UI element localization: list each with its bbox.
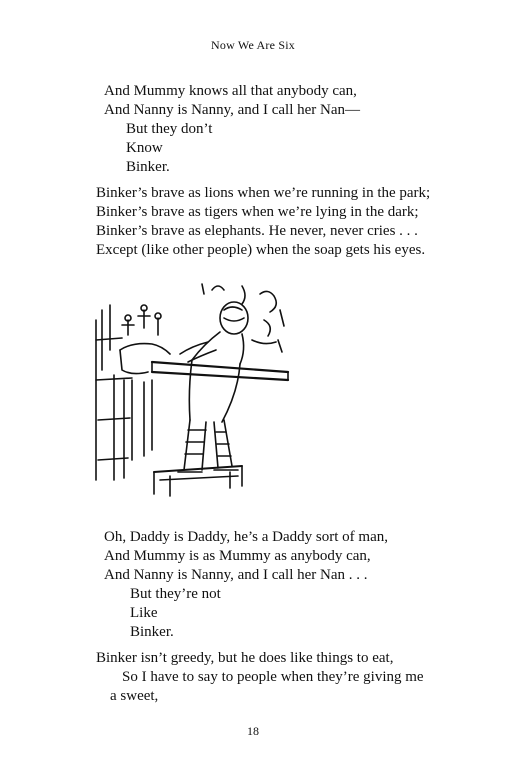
verse-line: Binker’s brave as lions when we’re running in the park; <box>96 185 431 201</box>
verse-line: Oh, Daddy is Daddy, he’s a Daddy sort of man, <box>104 529 388 545</box>
verse-line: Binker isn’t greedy, but he does like things to eat, <box>96 650 394 666</box>
verse-line: But they don’t <box>126 121 213 137</box>
verse-line: And Mummy is as Mummy as anybody can, <box>104 548 371 564</box>
verse-line: Binker. <box>130 624 174 640</box>
verse-line: But they’re not <box>130 586 221 602</box>
verse-line: Binker. <box>126 159 170 175</box>
stanza-4 <box>96 649 424 706</box>
verse-line: Except (like other people) when the soap gets his eyes. <box>96 242 426 258</box>
verse-line: Like <box>130 605 158 621</box>
running-header: Now We Are Six <box>211 38 295 52</box>
verse-line: And Nanny is Nanny, and I call her Nan . . . <box>104 567 368 583</box>
boy-at-washbasin-illustration <box>92 280 292 505</box>
stanza-1 <box>104 82 360 177</box>
stanza-3 <box>104 528 388 642</box>
page-number: 18 <box>247 724 259 738</box>
verse-line: a sweet, <box>110 688 159 704</box>
verse-line: And Nanny is Nanny, and I call her Nan— <box>104 102 361 118</box>
verse-line: Binker’s brave as tigers when we’re lying in the dark; <box>96 204 419 220</box>
verse-line: So I have to say to people when they’re giving me <box>122 669 424 685</box>
verse-line: Know <box>126 140 163 156</box>
verse-line: And Mummy knows all that anybody can, <box>104 83 357 99</box>
verse-line: Binker’s brave as elephants. He never, never cries . . . <box>96 223 418 239</box>
stanza-2 <box>96 184 430 260</box>
